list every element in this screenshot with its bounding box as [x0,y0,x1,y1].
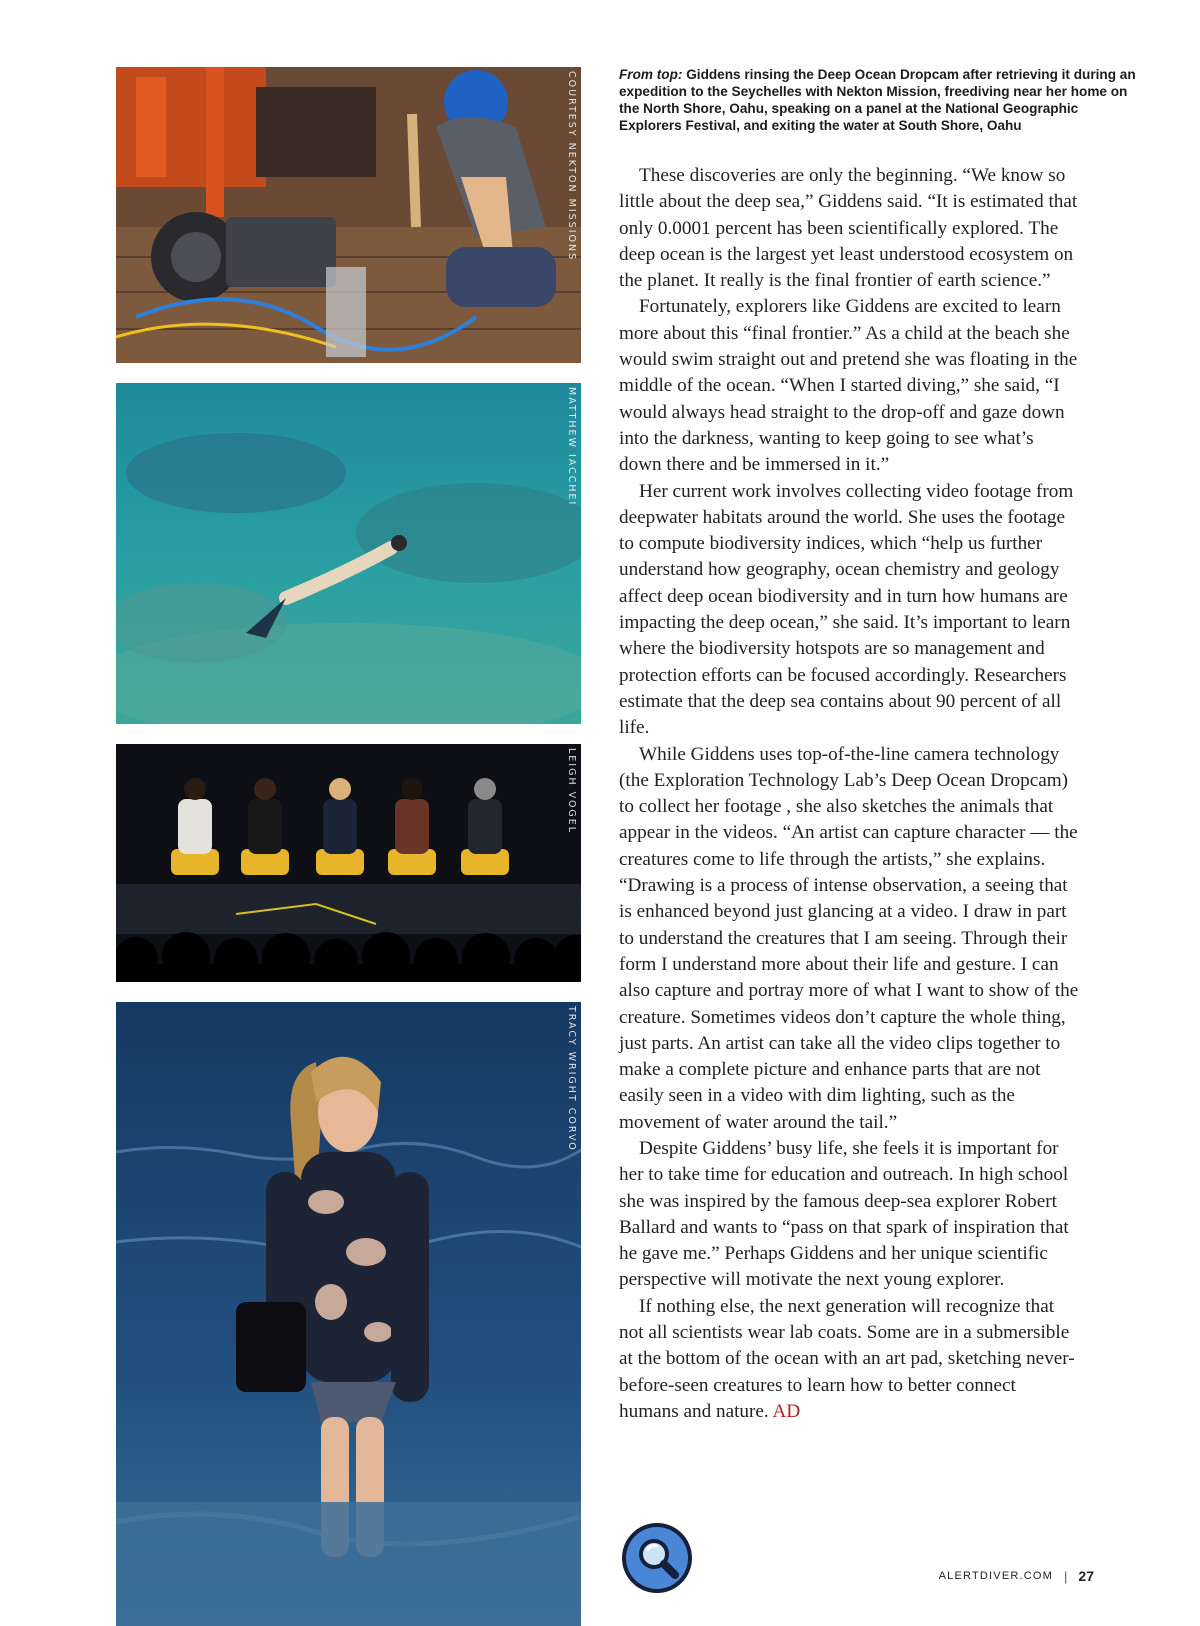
article-body [619,163,1079,1425]
photo-dropcam-illustration [116,67,581,363]
photo-exiting-water [116,1002,581,1626]
end-mark: AD [772,1400,801,1422]
photo-credit: COURTESY NEKTON MISSIONS [566,71,577,262]
footer-site: ALERTDIVER.COM [938,1570,1054,1582]
paragraph: While Giddens uses top-of-the-line camera technology (the Exploration Technology Lab’s Deep Ocean Dropcam) to collect her footage , she also sketches the animals that appear in the videos. “An artist can capture character — the creatures come to life through the artists,” she explains. “Drawing is a process of intense observation, a seeing that is enhanced beyond just glancing at a video. I draw in part to understand the creatures that I am seeing. Through their form I understand more about their life and gesture. I can also capture and portray more of what I want to show of the creature. Sometimes videos don’t capture the whole thing, just parts. An artist can take all the video clips together to make a complete picture and enhance parts that are not easily seen in a video with dim lighting, such as the movement of water around the tail.” [619,743,1079,1133]
search-button[interactable] [620,1521,694,1595]
photo-dropcam-rinse [116,67,581,363]
footer-separator: | [1064,1568,1068,1584]
photo-freediving-illustration [116,383,581,724]
paragraph-text: If nothing else, the next generation will recognize that not all scientists wear lab coats. Some are in a submersible at the bottom of the ocean with an art pad, sketching never-before-seen creatures to learn how to better connect humans and nature. [619,1295,1075,1422]
paragraph: Fortunately, explorers like Giddens are excited to learn more about this “final frontier.” As a child at the beach she would swim straight out and pretend she was floating in the middle of the ocean. “When I started diving,” she said, “I would always head straight to the drop-off and gaze down into the darkness, wanting to keep going to see what’s down there and be immersed in it.” [619,296,1078,476]
photo-credit: TRACY WRIGHT CORVO [566,1006,577,1152]
paragraph: Despite Giddens’ busy life, she feels it is important for her to take time for education and outreach. In high school she was inspired by the famous deep-sea explorer Robert Ballard and wants to “pass on that spark of inspiration that he gave me.” Perhaps Giddens and her unique scientific perspective will motivate the next young explorer. [619,1137,1069,1291]
photo-freediving [116,383,581,724]
magnifier-icon [620,1521,694,1595]
paragraph: These discoveries are only the beginning. “We know so little about the deep sea,” Giddens said. “It is estimated that only 0.0001 percent has been scientifically explored. The deep ocean is the largest yet least understood ecosystem on the planet. It really is the final frontier of earth science.” [619,165,1078,292]
caption-lead: From top: [619,67,683,82]
caption-text: Giddens rinsing the Deep Ocean Dropcam after retrieving it during an expedition to the Seychelles with Nekton Mission, freediving near her home on the North Shore, Oahu, speaking on a panel at the National Geographic Explorers Festival, and exiting the water at South Shore, Oahu [619,67,1136,133]
photo-panel [116,744,581,982]
photo-exiting-water-illustration [116,1002,581,1626]
photo-caption [619,66,1144,134]
photo-panel-illustration [116,744,581,982]
page-footer [939,1568,1094,1584]
photo-credit: MATTHEW IACCHEI [566,387,577,507]
paragraph-last [619,1294,1079,1425]
page-number: 27 [1078,1568,1094,1584]
photo-credit: LEIGH VOGEL [566,748,577,835]
paragraph: Her current work involves collecting video footage from deepwater habitats around the world. She uses the footage to compute biodiversity indices, which “help us further understand how geography, ocean chemistry and geology affect deep ocean biodiversity and in turn how humans are impacting the deep ocean,” she said. It’s important to learn where the biodiversity hotspots are so management and protection efforts can be focused accordingly. Researchers estimate that the deep sea contains about 90 percent of all life. [619,480,1074,739]
